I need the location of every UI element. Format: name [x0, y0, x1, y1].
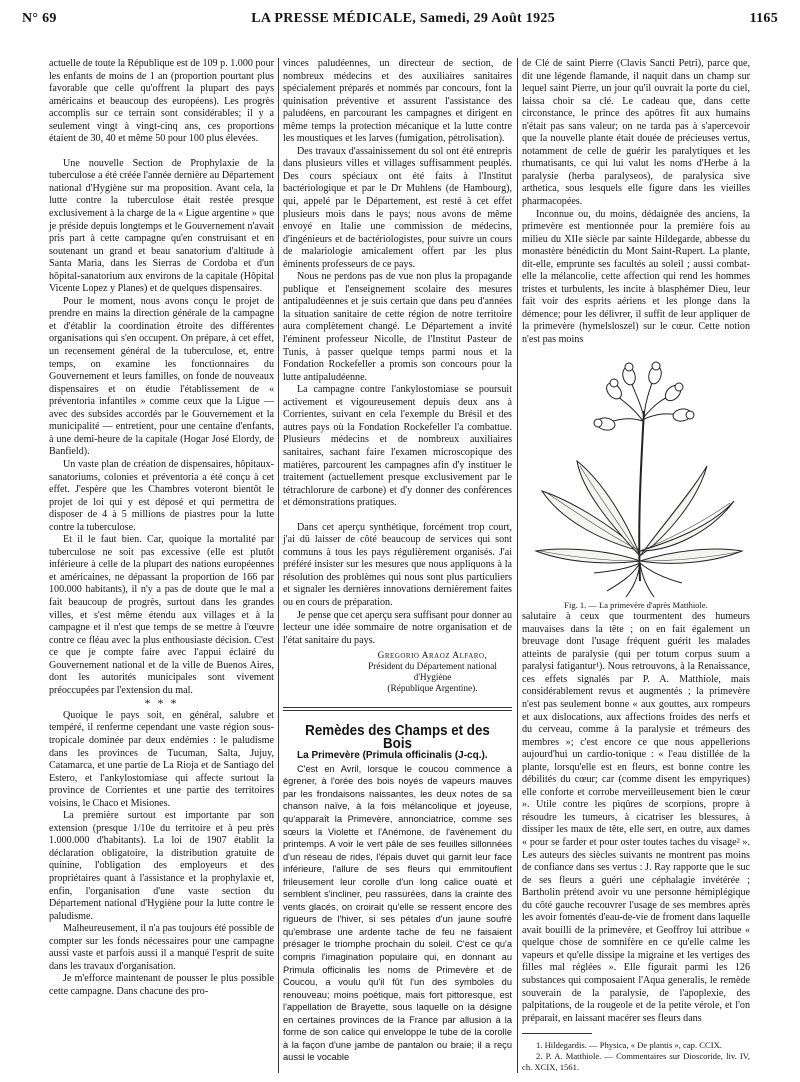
paragraph: de Clé de saint Pierre (Clavis Sancti Petri), parce que, dit une légende flamande, il naquit dans un champ sur lequel saint Pierre, un jour qu'il ouvrait la porte du ciel, laissa choir sa clé. Le cadeau que, dans cette circonstance, le prince des apôtres fit aux humains n'était pas sans valeur; on ne tarda pas à s'apercevoir que la nouvelle plante était douée de précieuses vertus, notamment de celle de guérir les paralytiques et les rhumatisants, ce qui lui valut les noms d'Herbe à la paralysie (herba paralyseos), de paralysica sive arthetica, sous lesquels elle figure dans les vieilles pharmacopées.: [522, 58, 750, 208]
page-number: 1165: [749, 11, 778, 26]
paragraph: actuelle de toute la République est de 109 p. 1.000 pour les enfants de moins de 1 an (proportion pourtant plus favorable que celle qu'offrent la plupart des pays américains et beaucoup des européens). Les progrès accomplis sur ce terrain sont considérables; il y a seulement vingt à vingt-cinq ans, ces proportions étaient de 30, 40 et même 50 pour 100 plus élevées.: [49, 58, 274, 145]
paragraph: Je pense que cet aperçu sera suffisant pour donner au lecteur une idée sommaire de notre organisation et de l'état sanitaire du pays.: [283, 609, 512, 646]
column-rule-right: [517, 58, 518, 1073]
paragraph: Nous ne perdons pas de vue non plus la propagande publique et l'enseignement scolaire des mesures antipaludéennes et je suis certain que dans peu d'années la situation sanitaire de cette région de notre territoire aura complètement changé. Le Département a invité l'éminent professeur Nicolle, de l'Institut Pasteur de Tunis, à passer quelque temps parmi nous et la Fondation Rockefeller a promis son concours pour la lutte antipaludéenne.: [283, 271, 512, 383]
paragraph: Des travaux d'assainissement du sol ont été entrepris dans plusieurs villes et villages suffisamment peuplés. Des cours spéciaux ont été faits à l'Institut bactériologique et par le Dr Muhlens (de Hambourg), qui, appelé par le Département, est resté à cet effet plusieurs mois dans le pays; nous avons de même envoyé en Italie une commission de médecins, d'ingénieurs et de bactériologistes, pour suivre un cours de malariologie amicalement offert par les plus éminents professeurs de ce pays.: [283, 145, 512, 270]
column-rule-left: [278, 58, 279, 1073]
section-break-stars: * * *: [144, 696, 179, 711]
paragraph: C'est en Avril, lorsque le coucou commence à égrener, à l'orée des bois noyés de vapeurs mauves par les frondaisons naissantes, les deux notes de sa chanson naïve, à la fois mélancolique et joyeuse, qu'apparaît la Primevère, annonciatrice, comme ses sœurs la Violette et l'Anémone, de l'avènement du printemps. A voir le vert pâle de ses feuilles sillonnées d'un réseau de rides, l'épais duvet qui garnit leur face inférieure, l'allure de ses fleurs qui emmitouflent frileusement leur corolle d'un long calice ouaté et semblent s'incliner, peu rassurées, dans la crainte des vents glacés, on croirait qu'elle se ressent encore des rigueurs de l'hiver, si ses pétales d'un jaune soufré qu'embrase une ardente tache de feu ne faisaient présager le triomphe prochain du soleil. C'est ce qu'a compris l'imagination populaire qui, en donnant au Primula officinalis les noms de Primevère et de Coucou, a voulu qu'il fût l'un des symboles du renouveau; moins poétique, mais fort pittoresque, est l'appellation de Brayette, sous laquelle on la désigne en certaines provinces de la France par allusion à la forme de son calice qui enveloppe le tube de la corolle à la façon d'une jambe de pantalon ou braie; il a reçu aussi le vocable: [283, 763, 512, 1063]
section-title: Remèdes des Champs et des Bois: [305, 723, 490, 752]
column-1: [49, 58, 274, 998]
figure-caption: Fig. 1. — La primevère d'après Matthiole.: [564, 599, 708, 610]
column-2: [283, 58, 512, 1064]
author-name: Gregorio Araoz Alfaro,: [377, 651, 488, 662]
journal-title-date: LA PRESSE MÉDICALE, Samedi, 29 Août 1925: [251, 11, 555, 26]
signature-block: [283, 651, 512, 695]
paragraph: Pour le moment, nous avons conçu le projet de prendre en mains la direction générale de la campagne et d'établir la coordination étroite des différentes organisations qui s'en occupent. On prépare, à cet effet, un recensement général de la tuberculose, et, entre temps, on examine les fonctionnaires du Gouvernement et leurs familles, on fonde de nouveaux dispensaires et on étudie l'établissement de « préventoria infantiles » comme ceux que la Ligue — avec des subsides accordés par le Gouvernement et la municipalité — entretient, pour une centaine d'enfants, à une demi-heure de la capitale (Hogar José Elordy, de Banfield).: [49, 295, 274, 458]
footnote: 1. Hildegardis. — Physica, « De plantis », cap. CCIX.: [536, 1040, 722, 1051]
paragraph: salutaire à ceux que tourmentent des humeurs mauvaises dans la tête ; on en fait également un breuvage dont l'usage fréquent guérit les malades atteints de paralysie (qui per totum corpus suum a paralysi fatigantur¹). Nous retrouvons, à la Renaissance, ces effets signalés par P. A. Matthiole, mais considérablement revus et augmentés ; la primevère n'est pas seulement bonne « aux gouttes, aux rompeurs et aux dislocations, aux affections froides des nerfs et du cerveau, comme à la paralysie et trémeurs des membres »; c'est encore ce que nous appellerions aujourd'hui un cardio-tonique : « l'eau distillée de la plante, lorsqu'elle est en fleurs, est bonne contre les débilités du cœur; car (comme disent les empyriques) elle conforte et corrobe merveilleusement bien le cœur ». Utile contre les piqûres de scorpions, propre à résoudre les tumeurs, à cicatriser les blessures, à dissiper les maux de tête, elle sert, en outre, aux dames « pour se farder et pour oster toutes taches du visage² ». Les auteurs des siècles suivants ne montrent pas moins de confiance dans ses vertus : J. Ray rapporte que le suc de ses fleurs a guéri une céphalagie invétérée ; Bartholin prétend avoir vu une personne hémiplégique du côté gauche recouvrer l'usage de ses membres après les avoir fomentés d'eau-de-vie de froment dans laquelle avait bouilli de la primevère, et Geoffroy lui attribue « quelque chose de somnifère en ce qu'elle calme les vapeurs et qu'elle dissipe la migraine et les vertiges des filles mal réglées ». Elle figurait parmi les 126 substances qui composaient l'Aqua generalis, le remède souverain de la paralysie, de l'apoplexie, des palpitations, de la rougeole et de la petite vérole, et l'on préparait, en laissant macérer ses fleurs dans: [522, 611, 750, 1024]
divider: [283, 710, 512, 711]
paragraph: Inconnue ou, du moins, dédaignée des anciens, la primevère est mentionnée pour la première fois au milieu du XIIe siècle par sainte Hildegarde, abbesse du monastère bénédictin du Mont Saint-Rupert. La plante, dit-elle, emprunte ses facultés au soleil ; aussi combat-elle la mélancolie, cette affection qui rend les hommes tristes et turbulents, les incite à blasphémer Dieu, leur fait voir des esprits aériens et les plonge dans la démence; pour les délivrer, il suffit de leur appliquer de la primevère (hymelsloszel) sur le cœur. Cette notion n'est pas moins: [522, 208, 750, 346]
paragraph: Dans cet aperçu synthétique, forcément trop court, j'ai dû laisser de côté beaucoup de services qui sont communs à tous les pays régulièrement organisés. J'ai préféré insister sur les mesures que nous appliquons à la résolution des problèmes qui nous sont plus particuliers et signaler les dernières innovations dernièrement faites ou en cours de préparation.: [283, 521, 512, 608]
issue-number: N° 69: [22, 11, 57, 26]
paragraph: Malheureusement, il n'a pas toujours été possible de compter sur les fonds nécessaires pour une campagne aussi vaste et parfois aussi il a manqué l'esprit de suite dans les travaux d'organisation.: [49, 923, 274, 972]
column-3: [522, 58, 750, 1073]
paragraph: La première surtout est importante par son extension (presque 1/10e du territoire et à peu près 1.000.000 d'habitants). La loi de 1907 établit la déclaration obligatoire, la distribution gratuite de quinine, l'obligation des employeurs et des propriétaires quant à l'assistance et la prophylaxie et, enfin, l'organisation d'une vaste section du Département national d'Hygiène pour la lutte contre le paludisme.: [49, 810, 274, 922]
paragraph: Une nouvelle Section de Prophylaxie de la tuberculose a été créée l'année dernière au Département national d'Hygiène sur ma proposition. Avant cela, la lutte contre la tuberculose était restée presque exclusivement à la charge de la « Ligue argentine » que je préside depuis longtemps et le Gouvernement n'avait pris part à cette campagne qu'en construisant et en soutenant un grand et beau sanatorium d'altitude à Santa Maria, dans les Sierras de Cordoba et d'un hôpital-sanatorium aux environs de la capitale (Hôpital Vicente Lopez y Planes) et de quelques dispensaires.: [49, 157, 274, 295]
footnote-rule: [522, 1033, 592, 1034]
footnote: 2. P. A. Matthiole. — Commentaires sur Dioscoride, liv. IV, ch. XCIX, 1561.: [522, 1051, 750, 1073]
divider: [283, 707, 512, 708]
primrose-illustration: [522, 351, 750, 599]
article-subtitle: La Primevère (Primula officinalis (J-cq.).: [297, 750, 488, 762]
primrose-engraving-icon: [522, 351, 750, 599]
paragraph: La campagne contre l'ankylostomiase se poursuit activement et vigoureusement depuis deux ans à Corrientes, suivant en cela l'exemple du Brésil et des autres pays où la Fondation Rockefeller l'a combattue. Plusieurs médecins et de nombreux auxiliaires sanitaires, sachant faire l'examen microscopique des matières, parcourent les campagnes afin d'y instituer le traitement (actuellement presque exclusivement par le tétrachlorure de carbone) et d'y donner des conférences et démonstrations pratiques.: [283, 384, 512, 509]
paragraph: vinces paludéennes, un directeur de section, de nombreux médecins et des auxiliaires sanitaires spécialement préparés et nommés par concours, font la quinisation préventive et assurent l'assistance des paludéens, en parcourant les campagnes et dirigent en même temps la protection mécanique et la lutte contre les moustiques et les larves (fumigation, pétrolisation).: [283, 58, 512, 145]
author-title: Président du Département national: [368, 662, 497, 673]
paragraph: Et il le faut bien. Car, quoique la mortalité par tuberculose ne soit pas excessive (elle est plutôt inférieure à celle de la plupart des nations européennes et américaines, ne dépassant la proportion de 166 par 100.000 habitants), il n'y a pas de doute que le mal a fait beaucoup de progrès, surtout dans les grandes villes, et s'est même étendu aux villages et à la campagne et il n'est que temps de se mettre à l'œuvre contre ce fléau avec la plus enthousiaste décision. C'est ce que je compte faire avec l'appui éclairé du Gouvernement national et de la ville de Buenos Aires, dont les autorités municipales sont vivement préoccupées par l'extension du mal.: [49, 534, 274, 696]
paragraph: Je m'efforce maintenant de pousser le plus possible cette campagne. Dans chacune des pro-: [49, 973, 274, 997]
paragraph: Quoique le pays soit, en général, salubre et tempéré, il renferme cependant une vaste région sous-tropicale dominée par deux endémies : le paludisme dans les provinces de Tucuman, Salta, Jujuy, Catamarca, et une partie de La Rioja et de Santiago del Estero, et l'ankylostomiase qui affecte surtout la province de Corrientes et une partie des territoires voisins, le Chaco et Misiones.: [49, 709, 274, 809]
page-header: [22, 8, 778, 30]
paragraph: Un vaste plan de création de dispensaires, hôpitaux-sanatoriums, colonies et préventoria a été conçu à cet effet. J'espère que les Chambres voteront bientôt le projet de loi qui y est déposé et qui permettra de disposer de 4 à 5 millions de piastres pour la lutte contre la tuberculose.: [49, 458, 274, 533]
author-title: (République Argentine).: [387, 684, 478, 695]
author-title: d'Hygiène: [413, 673, 452, 684]
